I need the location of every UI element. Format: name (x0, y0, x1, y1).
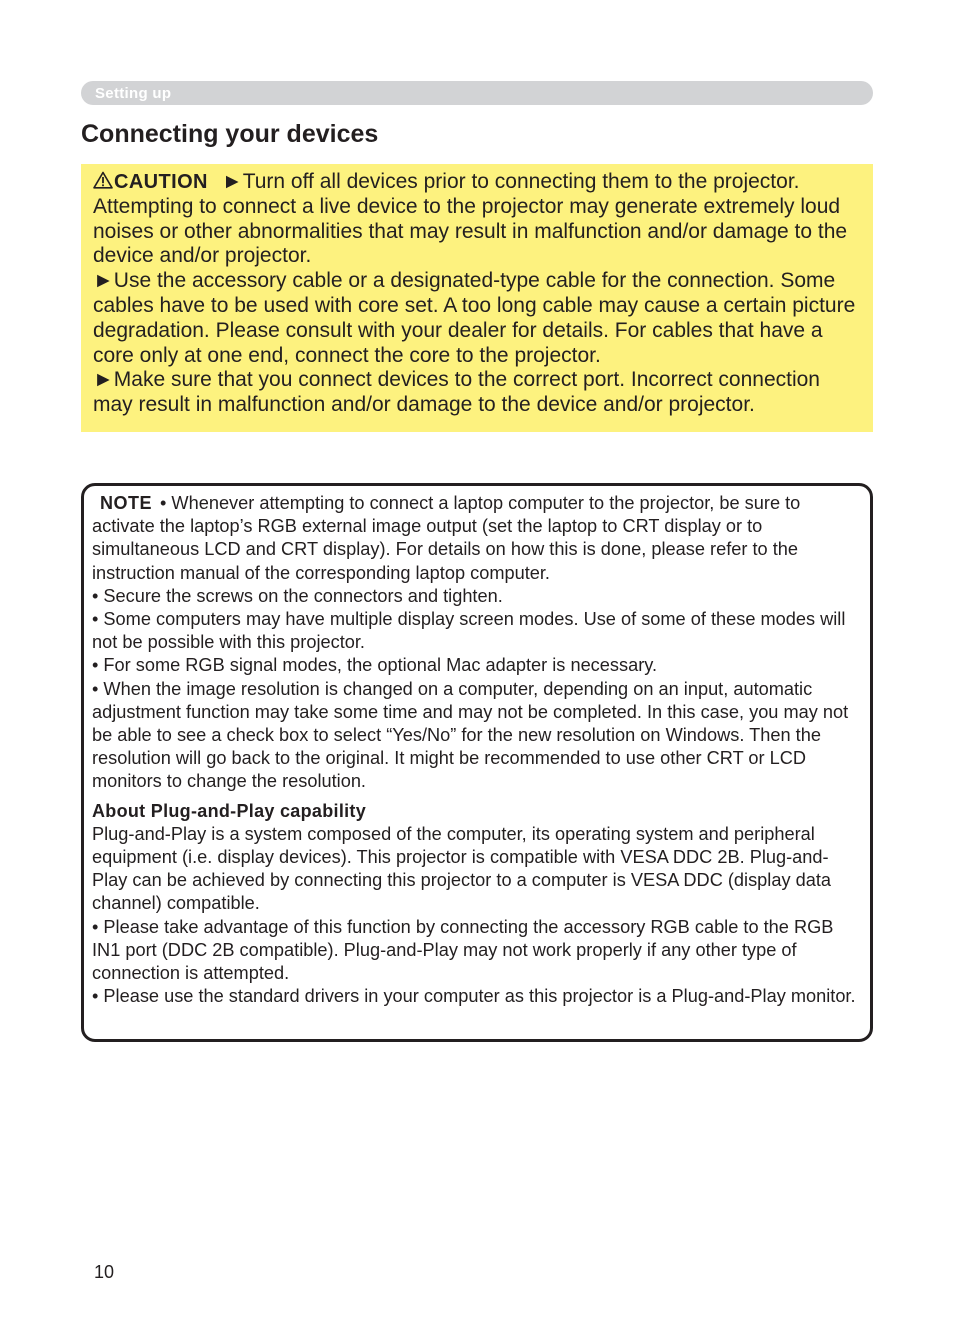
note-text: • Whenever attempting to connect a laptop computer to the projector, be sure to activate the laptop’s RGB external image output (set the laptop to CRT display or to simultaneous LCD and CRT display). For details on how this is done, please refer to the instruction manual of the corresponding laptop computer. (92, 493, 801, 583)
note-item: • Some computers may have multiple display screen modes. Use of some of these modes will not be possible with this projector. (92, 609, 846, 653)
pnp-item: • Please use the standard drivers in your computer as this projector is a Plug-and-Play monitor. (92, 986, 856, 1007)
note-item (92, 492, 860, 585)
caution-paragraph: ►Make sure that you connect devices to the correct port. Incorrect connection may result in malfunction and/or damage to the device and/or projector. (93, 368, 820, 417)
pnp-item: • Please take advantage of this function by connecting the accessory RGB cable to the RGB IN1 port (DDC 2B compatible). Plug-and-Play may not work properly if any other type of connection is attempted. (92, 916, 834, 984)
caution-box (81, 164, 873, 432)
warning-triangle-icon (93, 171, 113, 189)
page-title: Connecting your devices (81, 120, 379, 148)
pnp-item: Plug-and-Play is a system composed of the computer, its operating system and peripheral equipment (i.e. display devices). This projector is compatible with VESA DDC 2B. Plug-and-Play can be achieved by connecting this projector to a computer is VESA DDC (display data channel) compatible. (92, 823, 831, 914)
note-item: • Secure the screws on the connectors and tighten. (92, 585, 503, 606)
note-label: NOTE (100, 493, 153, 513)
caution-text: ►Turn off all devices prior to connecting them to the projector. Attempting to connect a live device to the projector may generate extremely loud noises or other abnormalities that may result in malfunction and/or damage to the device and/or projector. (93, 170, 848, 268)
note-item: • For some RGB signal modes, the optional Mac adapter is necessary. (92, 655, 658, 676)
note-box (81, 483, 873, 1042)
section-header-bar (81, 81, 873, 105)
page-number: 10 (94, 1262, 115, 1282)
caution-paragraph: ►Use the accessory cable or a designated-type cable for the connection. Some cables have to be used with core set. A too long cable may cause a certain picture degradation. Please consult with your dealer for details. For cables that have a core only at one end, connect the core to the projector. (93, 269, 856, 367)
caution-paragraph (93, 170, 863, 269)
note-item: • When the image resolution is changed on a computer, depending on an input, automatic adjustment function may take some time and may not be completed. In this case, you may not be able to see a check box to select “Yes/No” for the new resolution on Windows. Then the resolution will go back to the original. It might be recommended to use other CRT or LCD monitors to change the resolution. (92, 678, 849, 792)
section-label: Setting up (95, 85, 172, 102)
caution-label: CAUTION (114, 171, 208, 193)
pnp-heading: About Plug-and-Play capability (92, 800, 367, 821)
